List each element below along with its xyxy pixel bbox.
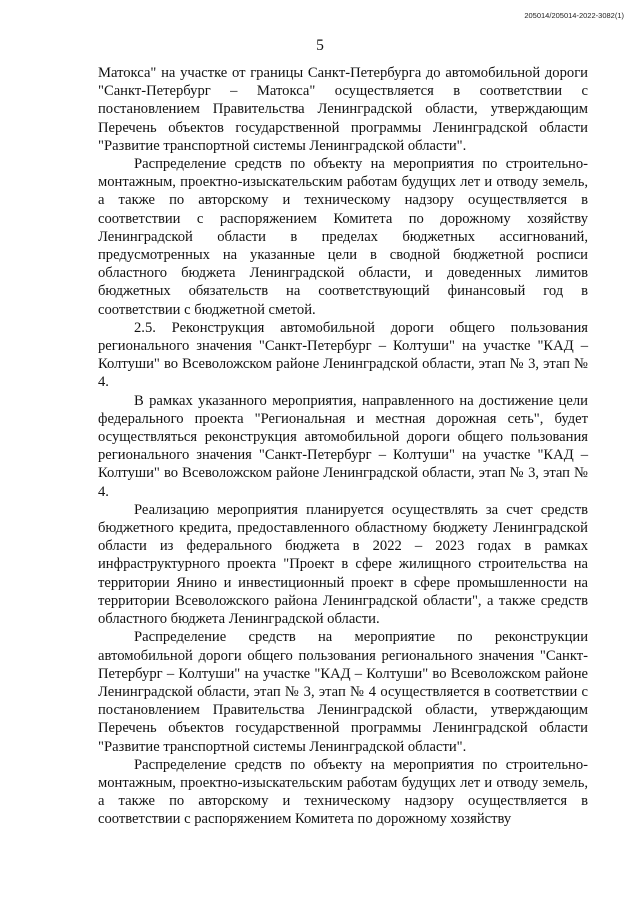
body-paragraph: Матокса" на участке от границы Санкт-Петербурга до автомобильной дороги "Санкт-Петербург – Матокса" осуществляется в соответствии с постановлением Правительства Ленинградской области, утверждающим Перечень объектов государственной программы Ленинградской области "Развитие транспортной системы Ленинградской области". [98,65,588,154]
body-paragraph: Распределение средств на мероприятие по реконструкции автомобильной дороги общего пользования регионального значения "Санкт-Петербург – Колтуши" на участке "КАД – Колтуши" во Всеволожском районе Ленинградской области, этап № 3, этап № 4 осуществляется в соответствии с постановлением Правительства Ленинградской области, утверждающим Перечень объектов государственной программы Ленинградской области "Развитие транспортной системы Ленинградской области". [98,629,588,755]
body-paragraph: Реализацию мероприятия планируется осуществлять за счет средств бюджетного кредита, предоставленного областному бюджету Ленинградской области из федерального бюджета в 2022 – 2023 годах в рамках инфраструктурного проекта "Проект в сфере жилищного строительства на территории Янино и инвестиционный проект в сфере промышленности на территории Всеволожского района Ленинградской области", а также средств областного бюджета Ленинградской области. [98,501,588,628]
body-paragraph: В рамках указанного мероприятия, направленного на достижение цели федерального проекта "Региональная и местная дорожная сеть", будет осуществляться реконструкция автомобильной дороги общего пользования регионального значения "Санкт-Петербург – Колтуши" на участке "КАД – Колтуши" во Всеволожском районе Ленинградской области, этап № 3, этап № 4. [98,392,588,500]
document-body [98,64,588,829]
body-paragraph: Распределение средств по объекту на мероприятия по строительно-монтажным, проектно-изыскательским работам будущих лет и отводу земель, а также по авторскому и техническому надзору осуществляется в соответствии с распоряжением Комитета по дорожному хозяйству Ленинградской области в пределах бюджетных ассигнований, предусмотренных на указанные цели в сводной бюджетной росписи областного бюджета Ленинградской области, и доведенных лимитов бюджетных обязательств на соответствующий финансовый год в соответствии с бюджетной сметой. [98,156,588,318]
body-paragraph: Распределение средств по объекту на мероприятия по строительно-монтажным, проектно-изыскательским работам будущих лет и отводу земель, а также по авторскому и техническому надзору осуществляется в соответствии с распоряжением Комитета по дорожному хозяйству [98,756,588,828]
document-id: 205014/205014-2022-3082(1) [524,11,624,20]
page-number: 5 [316,37,324,54]
body-paragraph: 2.5. Реконструкция автомобильной дороги общего пользования регионального значения "Санкт-Петербург – Колтуши" на участке "КАД – Колтуши" во Всеволожском районе Ленинградской области, этап № 3, этап № 4. [98,319,588,391]
